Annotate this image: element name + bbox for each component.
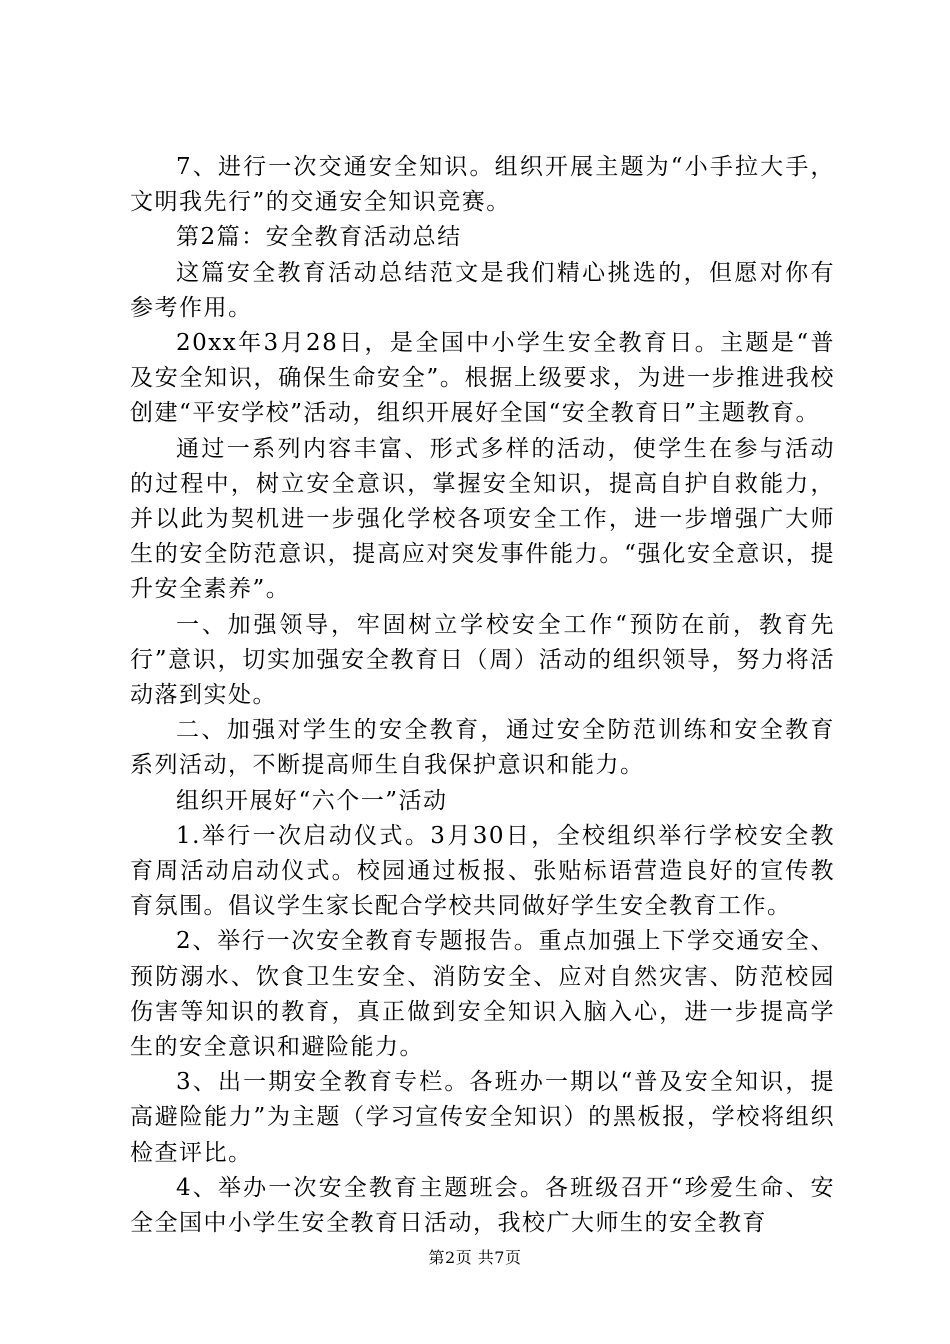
paragraph-date-theme: 20xx年3月28日，是全国中小学生安全教育日。主题是“普及安全知识，确保生命安全”。根据上级要求，为进一步推进我校创建“平安学校”活动，组织开展好全国“安全教育日”主题教育。 (130, 330, 835, 427)
document-body (130, 150, 835, 1241)
page-footer: 第2页 共7页 (428, 1248, 522, 1267)
paragraph-point-2: 二、加强对学生的安全教育，通过安全防范训练和安全教育系列活动，不断提高师生自我保护意识和能力。 (130, 717, 835, 779)
paragraph-activities: 通过一系列内容丰富、形式多样的活动，使学生在参与活动的过程中，树立安全意识，掌握安全知识，提高自护自救能力，并以此为契机进一步强化学校各项安全工作，进一步增强广大师生的安全防范意识，提高应对突发事件能力。“强化安全意识，提升安全素养”。 (130, 435, 835, 603)
paragraph-list-3: 3、出一期安全教育专栏。各班办一期以“普及安全知识，提高避险能力”为主题（学习宣传安全知识）的黑板报，学校将组织检查评比。 (130, 1069, 835, 1166)
paragraph-list-1: 1.举行一次启动仪式。3月30日，全校组织举行学校安全教育周活动启动仪式。校园通过板报、张贴标语营造良好的宣传教育氛围。倡议学生家长配合学校共同做好学生安全教育工作。 (130, 822, 835, 920)
paragraph-item-7: 7、进行一次交通安全知识。组织开展主题为“小手拉大手，文明我先行”的交通安全知识竞赛。 (130, 154, 835, 216)
paragraph-six-ones: 组织开展好“六个一”活动 (176, 787, 448, 814)
paragraph-list-4: 4、举办一次安全教育主题班会。各班级召开“珍爱生命、安全全国中小学生安全教育日活动，我校广大师生的安全教育 (130, 1174, 835, 1237)
section-heading: 第2篇：安全教育活动总结 (176, 224, 462, 251)
paragraph-intro: 这篇安全教育活动总结范文是我们精心挑选的，但愿对你有参考作用。 (130, 259, 835, 321)
paragraph-point-1: 一、加强领导，牢固树立学校安全工作“预防在前，教育先行”意识，切实加强安全教育日（周）活动的组织领导，努力将活动落到实处。 (130, 611, 835, 709)
paragraph-list-2: 2、举行一次安全教育专题报告。重点加强上下学交通安全、预防溺水、饮食卫生安全、消防安全、应对自然灾害、防范校园伤害等知识的教育，真正做到安全知识入脑入心，进一步提高学生的安全意识和避险能力。 (130, 928, 835, 1061)
